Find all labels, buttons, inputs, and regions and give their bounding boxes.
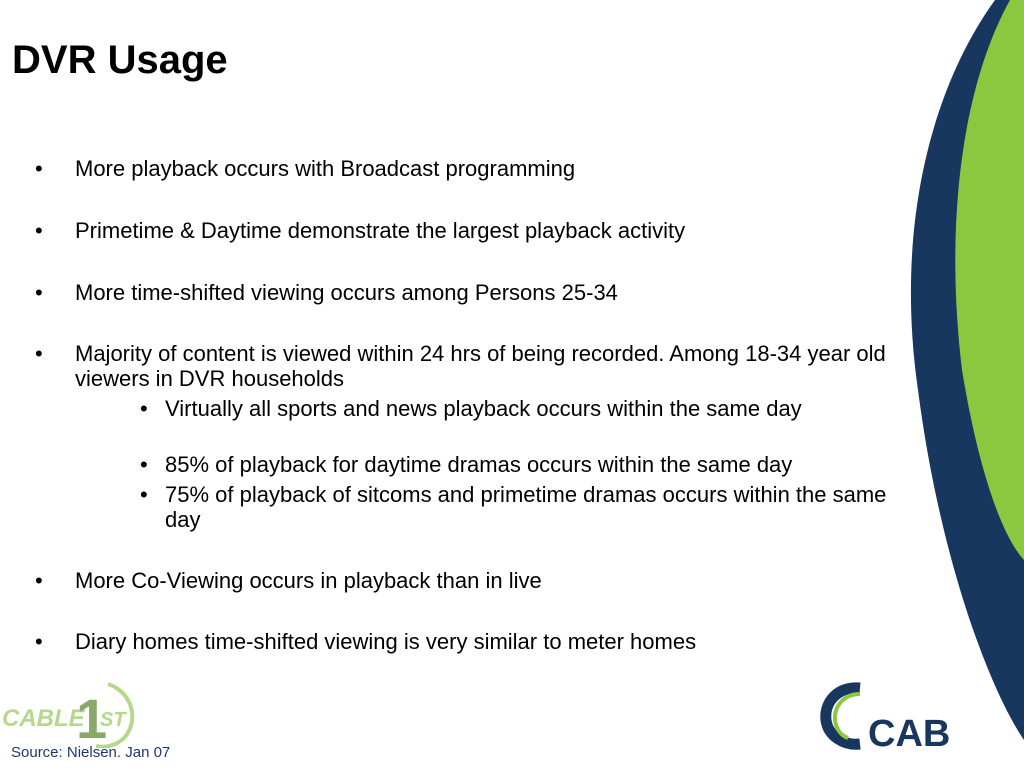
bullet-item	[35, 341, 895, 391]
bullet-dot: •	[35, 280, 43, 305]
bullet-text: Majority of content is viewed within 24 hrs of being recorded. Among 18-34 year old viewers in DVR households	[75, 341, 886, 391]
bullet-item	[35, 156, 895, 181]
cable-first-numeral: 1	[76, 687, 108, 748]
bullet-text: More Co-Viewing occurs in playback than in live	[75, 568, 542, 593]
bullet-dot: •	[35, 156, 43, 181]
sub-bullet-text: Virtually all sports and news playback occurs within the same day	[165, 396, 802, 421]
bullet-text: More playback occurs with Broadcast programming	[75, 156, 576, 181]
sub-bullet-item	[140, 482, 900, 532]
slide-title: DVR Usage	[12, 38, 228, 82]
bullet-item	[35, 280, 895, 305]
sub-bullet-dot: •	[140, 482, 148, 507]
bullet-item	[35, 629, 895, 654]
bullet-dot: •	[35, 568, 43, 593]
bullet-dot: •	[35, 341, 43, 366]
bullet-dot: •	[35, 629, 43, 654]
bullet-dot: •	[35, 218, 43, 243]
source-note: Source: Nielsen. Jan 07	[11, 744, 171, 761]
bullet-text: More time-shifted viewing occurs among Persons 25-34	[75, 280, 618, 305]
sub-bullet-item	[140, 396, 900, 421]
cab-logo-word: CAB	[868, 713, 951, 755]
sub-bullet-text: 85% of playback for daytime dramas occurs within the same day	[165, 452, 793, 477]
cable-first-suffix: ST	[100, 709, 126, 731]
bullet-text: Diary homes time-shifted viewing is very similar to meter homes	[75, 629, 697, 654]
sub-bullet-dot: •	[140, 452, 148, 477]
cable-first-word: CABLE	[2, 705, 85, 732]
cab-logo-green-arc	[835, 694, 860, 738]
bullet-text: Primetime & Daytime demonstrate the largest playback activity	[75, 218, 686, 243]
bullet-item	[35, 218, 895, 243]
cab-logo	[820, 680, 985, 755]
sub-bullet-item	[140, 452, 900, 477]
sub-bullet-dot: •	[140, 396, 148, 421]
bullet-item	[35, 568, 895, 593]
cable-first-logo	[0, 678, 140, 748]
sub-bullet-text: 75% of playback of sitcoms and primetime dramas occurs within the same day	[165, 482, 887, 532]
